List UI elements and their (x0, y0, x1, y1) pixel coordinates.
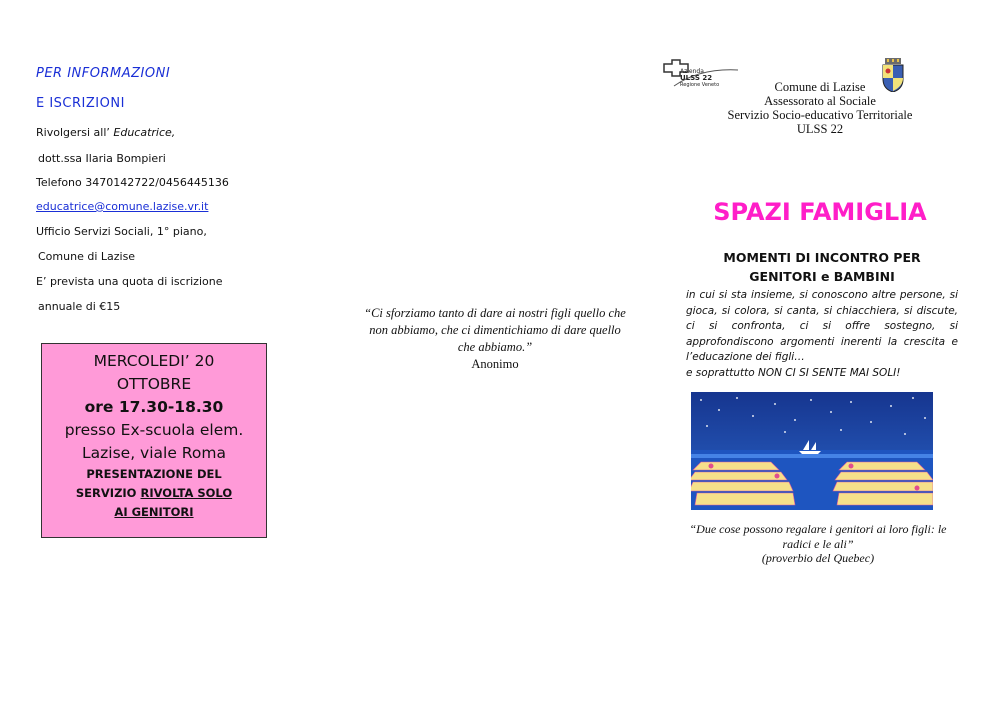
info-office: Ufficio Servizi Sociali, 1° piano, (36, 225, 207, 238)
event-time: ore 17.30-18.30 (84, 398, 224, 416)
org-line-1: Comune di Lazise (774, 80, 866, 94)
right-quote-source: (proverbio del Quebec) (761, 551, 875, 565)
info-contact-prefix: Rivolgersi all’ (36, 126, 114, 139)
info-contact-role: Educatrice, (113, 126, 176, 139)
info-fee-line-1: E’ prevista una quota di iscrizione (36, 275, 223, 288)
event-date-1: MERCOLEDI’ 20 (93, 352, 215, 370)
event-desc-1: PRESENTAZIONE DEL (86, 467, 222, 481)
info-contact-line (36, 126, 175, 139)
info-municipality: Comune di Lazise (38, 250, 136, 263)
org-line-2: Assessorato al Sociale (764, 94, 876, 108)
info-name: dott.ssa Ilaria Bompieri (38, 152, 166, 165)
middle-quote (360, 305, 630, 373)
org-line-3: Servizio Socio-educativo Territoriale (727, 108, 913, 122)
event-date-2: OTTOBRE (116, 375, 192, 393)
info-heading-1: PER INFORMAZIONI (36, 66, 171, 81)
subtitle-line-2: GENITORI e BAMBINI (749, 269, 895, 284)
ulss-logo-text-2: ULSS 22 (680, 74, 713, 82)
event-desc-2-underlined: RIVOLTA SOLO (140, 486, 233, 500)
right-quote-text: “Due cose possono regalare i genitori ai loro figli: le radici e le ali” (689, 522, 947, 551)
event-box (41, 343, 267, 538)
subtitle-line-1: MOMENTI DI INCONTRO PER (723, 250, 921, 265)
info-phone: Telefono 3470142722/0456445136 (36, 176, 229, 189)
subtitle (684, 248, 960, 286)
description-tail: e soprattutto NON CI SI SENTE MAI SOLI! (686, 366, 901, 379)
night-sea-illustration (691, 392, 933, 510)
organization-block (700, 80, 940, 136)
event-place-1: presso Ex-scuola elem. (64, 421, 244, 439)
page-title: SPAZI FAMIGLIA (713, 198, 927, 226)
ulss-logo-text-1: Azienda (680, 68, 704, 75)
event-desc-3: AI GENITORI (114, 505, 194, 519)
description (686, 288, 958, 381)
event-place-2: Lazise, viale Roma (82, 444, 226, 462)
org-line-4: ULSS 22 (796, 122, 844, 136)
info-heading-2: E ISCRIZIONI (36, 96, 125, 111)
middle-quote-text: “Ci sforziamo tanto di dare ai nostri figli quello che non abbiamo, che ci dimentichiamo di dare quello che abbiamo.” (364, 306, 626, 354)
event-desc-2-prefix: SERVIZIO (75, 486, 141, 500)
event-desc-2 (42, 484, 266, 503)
info-email-link[interactable]: educatrice@comune.lazise.vr.it (36, 200, 209, 213)
info-fee-line-2: annuale di €15 (38, 300, 121, 313)
right-quote (680, 522, 956, 566)
night-sea-image (691, 392, 933, 510)
middle-quote-author: Anonimo (471, 357, 519, 371)
description-text: in cui si sta insieme, si conoscono altre persone, si gioca, si colora, si canta, si chiacchiera, si discute, ci si confronta, ci si offre sostegno, si approfondiscono argomenti inerenti la crescita e l’educazione dei figli… (686, 289, 958, 363)
ulss-logo-text-3: Regione Veneto (680, 82, 720, 88)
